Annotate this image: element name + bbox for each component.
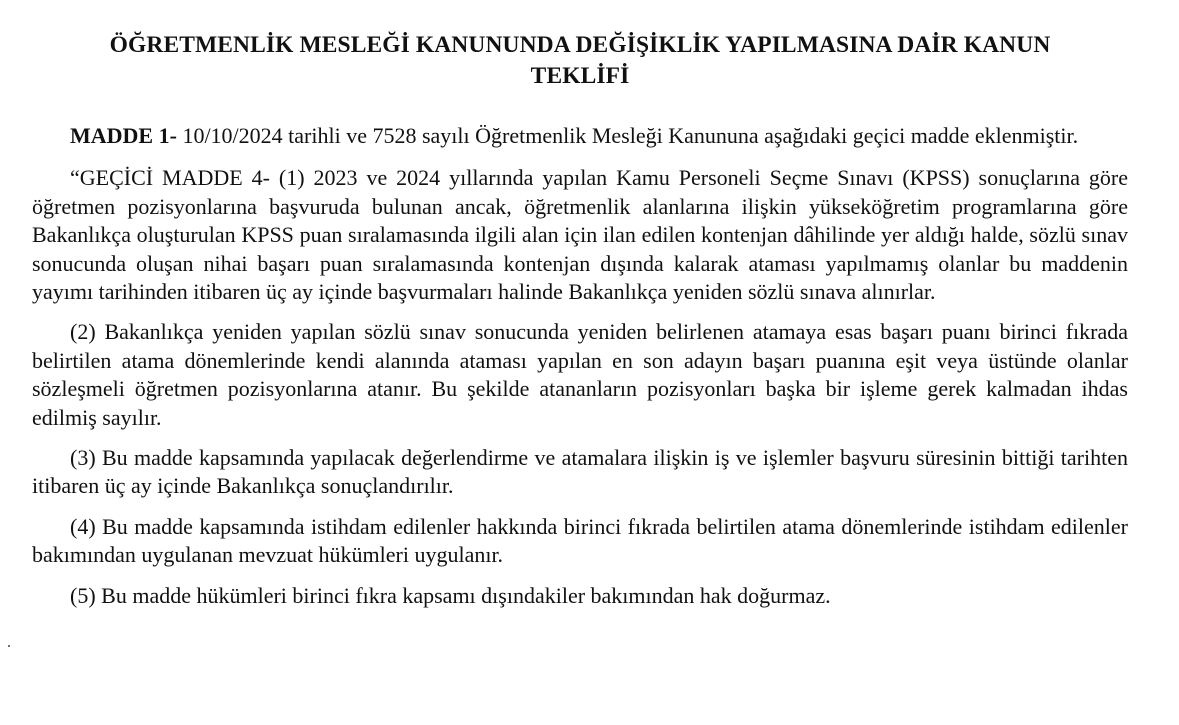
provisional-article-paragraph-5: (5) Bu madde hükümleri birinci fıkra kapsamı dışındakiler bakımından hak doğurmaz.: [70, 582, 831, 608]
title-line-1: ÖĞRETMENLİK MESLEĞİ KANUNUNDA DEĞİŞİKLİK YAPILMASINA DAİR KANUN: [109, 32, 1051, 58]
article-1-paragraph: [32, 122, 1128, 150]
document-title: [32, 30, 1128, 92]
provisional-article-paragraph-1: “GEÇİCİ MADDE 4- (1) 2023 ve 2024 yıllarında yapılan Kamu Personeli Seçme Sınavı (KPSS) sonuçlarına göre öğretmen pozisyonlarına başvuruda bulunan ancak, öğretmenlik alanlarına ilişkin yükseköğretim programlarına göre Bakanlıkça oluşturulan KPSS puan sıralamasında ilgili alan için ilan edilen kontenjan dâhilinde yer aldığı halde, sözlü sınav sonucunda oluşan nihai başarı puan sıralamasında kontenjan dışında kalarak ataması yapılmamış olanlar bu maddenin yayımı tarihinden itibaren üç ay içinde başvurmaları halinde Bakanlıkça yeniden sözlü sınava alınırlar.: [32, 165, 1128, 305]
provisional-article-paragraph-2: (2) Bakanlıkça yeniden yapılan sözlü sınav sonucunda yeniden belirlenen atamaya esas başarı puanı birinci fıkrada belirtilen atama dönemlerinde kendi alanında ataması yapılan en son adayın başarı puanına eşit veya üstünde olanlar sözleşmeli öğretmen pozisyonlarına atanır. Bu şekilde atananların pozisyonları başka bir işleme gerek kalmadan ihdas edilmiş sayılır.: [32, 319, 1128, 430]
provisional-article-paragraph-4: (4) Bu madde kapsamında istihdam edilenler hakkında birinci fıkrada belirtilen atama dönemlerinde istihdam edilenler bakımından uygulanan mevzuat hükümleri uygulanır.: [32, 513, 1128, 568]
title-line-2: TEKLİFİ: [530, 63, 630, 89]
document-page: [32, 30, 1128, 610]
article-1-label: MADDE 1-: [70, 123, 177, 148]
article-1-text: 10/10/2024 tarihli ve 7528 sayılı Öğretmenlik Mesleği Kanununa aşağıdaki geçici madde eklenmiştir.: [176, 123, 1079, 148]
scan-speck: [8, 645, 10, 647]
provisional-article-paragraph-3: (3) Bu madde kapsamında yapılacak değerlendirme ve atamalara ilişkin iş ve işlemler başvuru süresinin bittiği tarihten itibaren üç ay içinde Bakanlıkça sonuçlandırılır.: [32, 445, 1128, 499]
